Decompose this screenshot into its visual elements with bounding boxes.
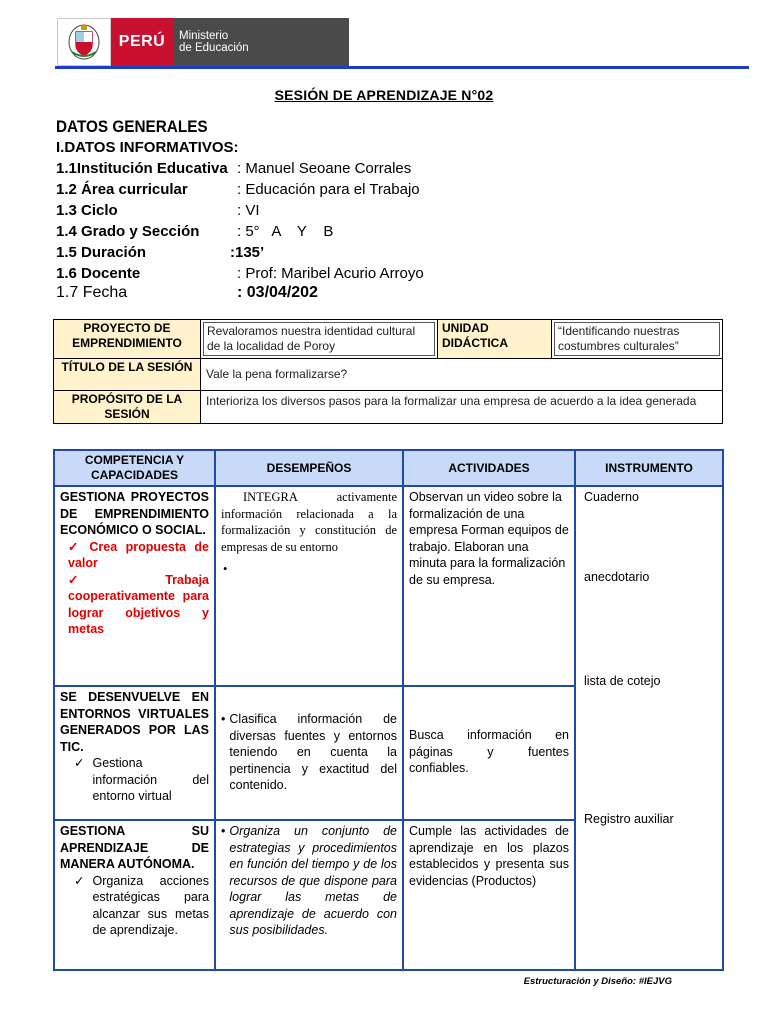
check-icon: ✓ xyxy=(68,572,160,587)
competencia-title-3: GESTIONA SU APRENDIZAJE DE MANERA AUTÓNOMA. xyxy=(60,824,209,871)
check-icon: ✓ xyxy=(74,756,85,770)
capacidad-item xyxy=(60,539,209,572)
proyecto-label: PROYECTO DE EMPRENDIMIENTO xyxy=(54,320,201,359)
capacidad-label: Crea propuesta de valor xyxy=(68,539,209,570)
field-label-grado: 1.4 Grado y Sección xyxy=(56,223,200,240)
field-label-fecha: 1.7 Fecha xyxy=(56,284,128,301)
field-label-docente: 1.6 Docente xyxy=(56,265,141,282)
capacidad-label: Trabaja cooperativamente para lograr objetivos y metas xyxy=(68,572,209,636)
proposito-value: Interioriza los diversos pasos para la formalizar una empresa de acuerdo a la idea generada xyxy=(206,394,697,408)
datos-informativos-heading: I.DATOS INFORMATIVOS: xyxy=(56,139,239,156)
capacidad-label: Gestiona información del entorno virtual xyxy=(92,756,209,803)
unidad-cell xyxy=(552,320,723,359)
header-competencia: COMPETENCIA Y CAPACIDADES xyxy=(54,450,215,486)
competencia-cell-1 xyxy=(54,486,215,686)
actividades-cell-2 xyxy=(403,686,575,820)
titulo-value: Vale la pena formalizarse? xyxy=(206,367,348,381)
competencia-cell-2 xyxy=(54,686,215,820)
instrumento-anecdotario: anecdotario xyxy=(584,570,650,584)
check-icon: ✓ xyxy=(74,873,85,888)
competencia-cell-3 xyxy=(54,820,215,970)
peru-label: PERÚ xyxy=(111,18,173,66)
ministerio-line2: de Educación xyxy=(179,42,249,54)
peru-shield-icon xyxy=(57,18,111,66)
capacidad-item xyxy=(60,755,209,805)
field-label-area: 1.2 Área curricular xyxy=(56,181,188,198)
field-label-ciclo: 1.3 Ciclo xyxy=(56,202,118,219)
desempeno-cell-2 xyxy=(215,686,403,820)
proyecto-value: Revaloramos nuestra identidad cultural de la localidad de Poroy xyxy=(203,322,435,356)
actividades-text-1: Observan un video sobre la formalización de una empresa Forman equipos de trabajo. Elaboran una minuta para la formalización de su empresa. xyxy=(409,490,569,587)
desempeno-item-2 xyxy=(221,711,397,794)
capacidad-item xyxy=(60,572,209,638)
instrumento-cuaderno: Cuaderno xyxy=(584,490,639,504)
header-desempenos: DESEMPEÑOS xyxy=(215,450,403,486)
desempeno-text-2: Clasifica información de diversas fuentes y entornos teniendo en cuenta la pertinencia y exactitud del contenido. xyxy=(229,712,397,792)
field-value-fecha: : 03/04/202 xyxy=(237,284,318,301)
competencias-table xyxy=(53,449,724,971)
actividades-text-2: Busca información en páginas y fuentes confiables. xyxy=(409,728,569,775)
capacidad-item xyxy=(60,873,209,939)
ministerio-line1: Ministerio xyxy=(179,30,229,42)
check-icon: ✓ xyxy=(68,539,84,554)
proposito-label: PROPÓSITO DE LA SESIÓN xyxy=(54,391,201,424)
page-title: SESIÓN DE APRENDIZAJE N°02 xyxy=(274,87,494,103)
field-value-area: : Educación para el Trabajo xyxy=(237,181,420,198)
proposito-cell xyxy=(201,391,723,424)
unidad-label: UNIDAD DIDÁCTICA xyxy=(438,320,552,359)
desempeno-text-3: Organiza un conjunto de estrategias y procedimientos en función del tiempo y de los recursos de que dispone para lograr las metas de aprendizaje de acuerdo con sus posibilidades. xyxy=(229,824,397,937)
header-rule xyxy=(55,66,749,69)
proyecto-cell xyxy=(201,320,438,359)
titulo-label: TÍTULO DE LA SESIÓN xyxy=(54,359,201,391)
header-instrumento: INSTRUMENTO xyxy=(575,450,723,486)
unidad-value: “Identificando nuestras costumbres culturales” xyxy=(554,322,720,356)
field-value-docente: : Prof: Maribel Acurio Arroyo xyxy=(237,265,424,282)
field-value-grado: : 5° A Y B xyxy=(237,223,334,240)
instrumento-registro: Registro auxiliar xyxy=(584,812,674,826)
field-label-duracion: 1.5 Duración xyxy=(56,244,147,261)
header-actividades: ACTIVIDADES xyxy=(403,450,575,486)
desempeno-cell-1 xyxy=(215,486,403,686)
field-value-ciclo: : VI xyxy=(237,202,260,219)
bullet-icon: • xyxy=(223,562,228,576)
bullet-icon: • xyxy=(221,824,226,838)
titulo-cell xyxy=(201,359,723,391)
actividades-cell-1 xyxy=(403,486,575,686)
field-value-duracion: :135’ xyxy=(230,244,265,261)
desempeno-cell-3 xyxy=(215,820,403,970)
competencia-title-1: GESTIONA PROYECTOS DE EMPRENDIMIENTO ECONÓMICO O SOCIAL. xyxy=(60,490,209,537)
desempeno-item-3 xyxy=(221,823,397,939)
ministerio-label xyxy=(173,18,349,66)
instrumento-lista-cotejo: lista de cotejo xyxy=(584,674,661,688)
competencia-title-2: SE DESENVUELVE EN ENTORNOS VIRTUALES GENERADOS POR LAS TIC. xyxy=(60,690,209,754)
datos-generales-heading: DATOS GENERALES xyxy=(56,117,208,136)
field-value-institucion: : Manuel Seoane Corrales xyxy=(237,160,412,177)
field-label-institucion: 1.1Institución Educativa xyxy=(56,160,228,177)
footer-credit: Estructuración y Diseño: #IEJVG xyxy=(523,976,672,987)
instrumento-cell xyxy=(575,486,723,970)
capacidad-label: Organiza acciones estratégicas para alcanzar sus metas de aprendizaje. xyxy=(92,873,209,937)
ministerio-logo xyxy=(57,18,349,66)
desempeno-text-1: INTEGRA activamente información relacionada a la formalización y constitución de empresas de su entorno xyxy=(221,490,397,554)
bullet-icon: • xyxy=(221,712,226,726)
actividades-text-3: Cumple las actividades de aprendizaje en los plazos establecidos y presenta sus evidencias (Productos) xyxy=(409,824,569,888)
session-info-table xyxy=(53,319,723,424)
actividades-cell-3 xyxy=(403,820,575,970)
